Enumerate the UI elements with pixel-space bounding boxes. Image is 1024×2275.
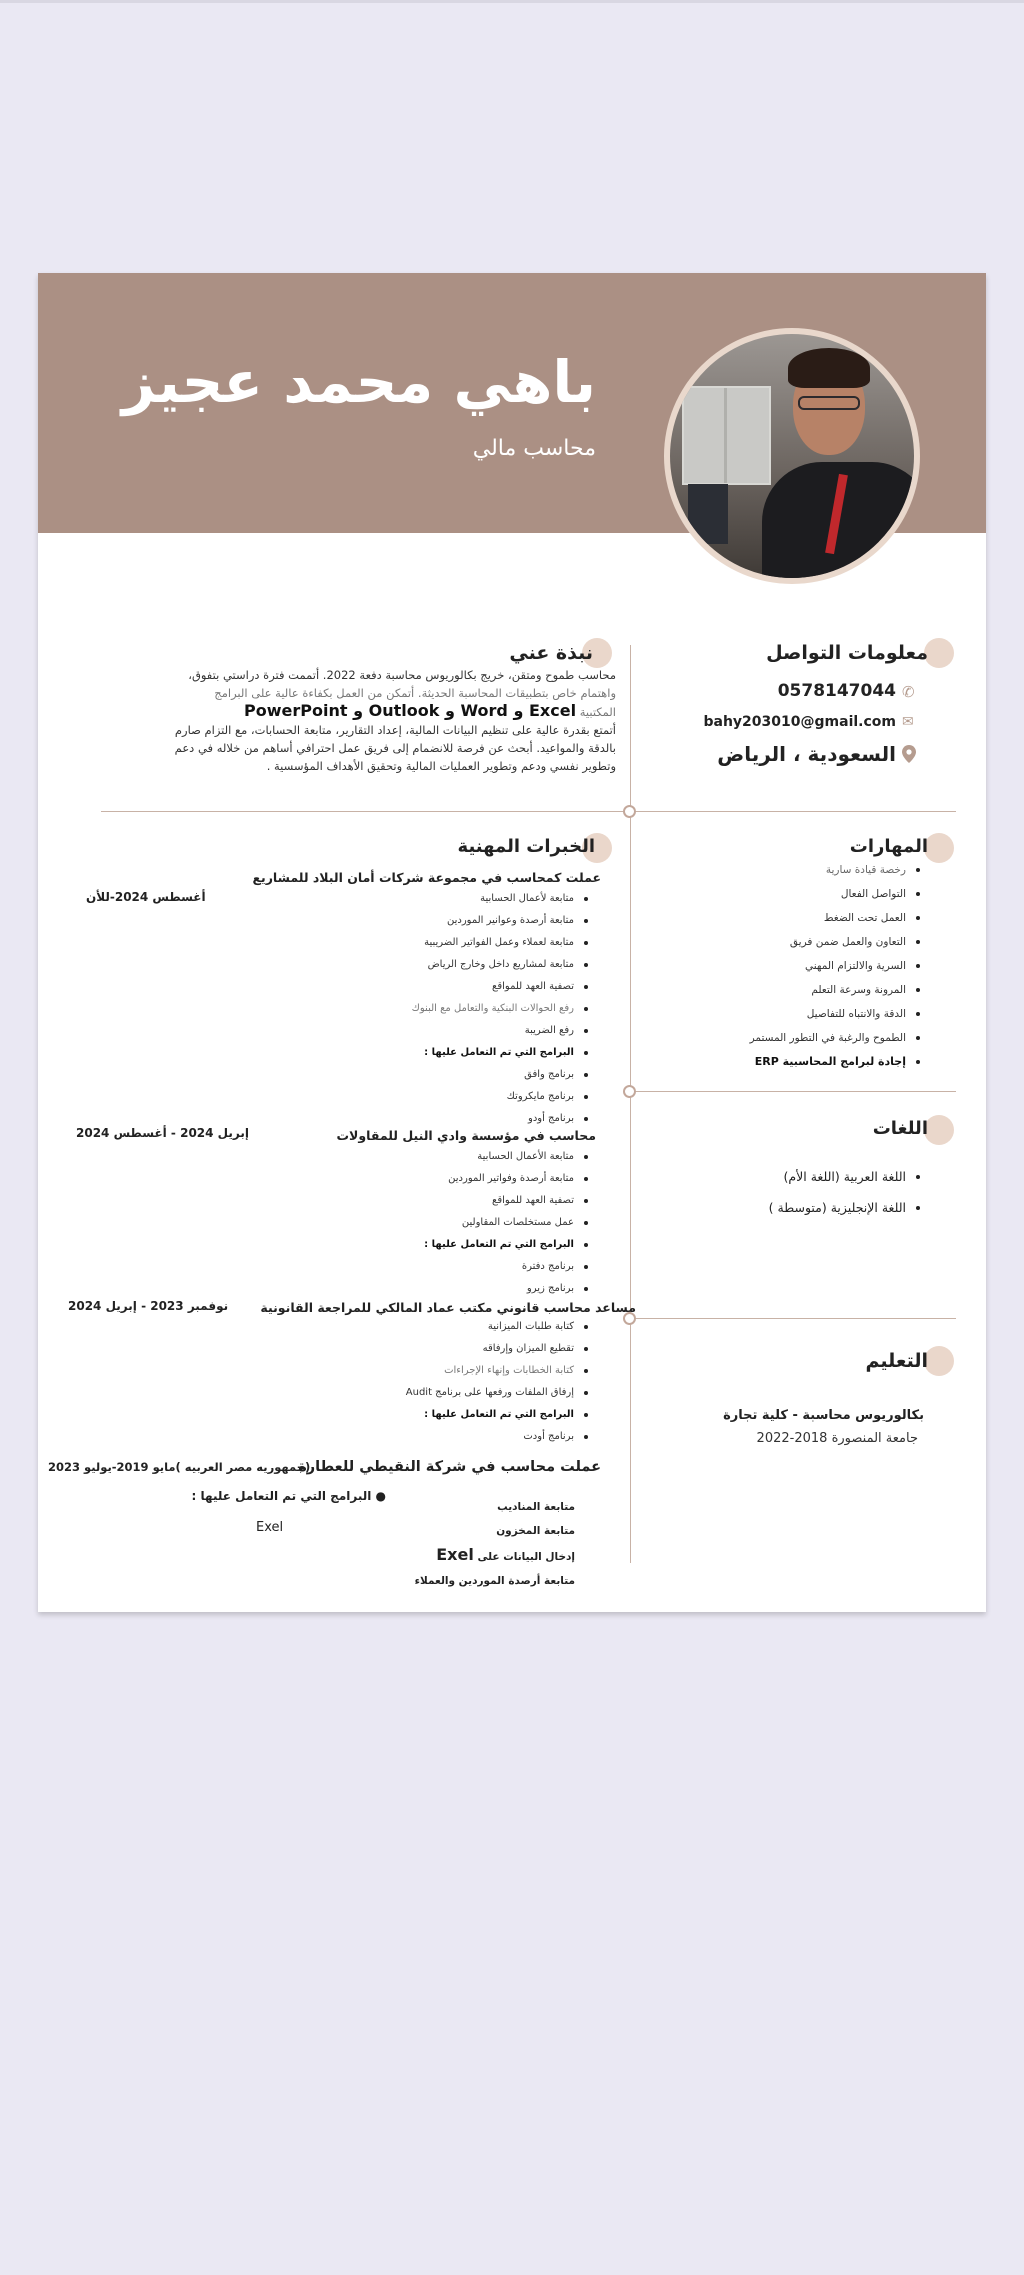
job-date-2: إبريل 2024 - أغسطس 2024 <box>76 1126 249 1140</box>
education-degree: بكالوريوس محاسبة - كلية تجارة <box>723 1408 924 1423</box>
job-title-2: محاسب في مؤسسة وادي النيل للمقاولات <box>336 1128 596 1143</box>
task-item: برنامج وافق <box>328 1064 588 1086</box>
skill-item: السرية والالتزام المهني <box>620 954 920 978</box>
section-decoration <box>924 833 954 863</box>
contact-title: معلومات التواصل <box>766 642 928 664</box>
job-tasks-4 <box>335 1495 575 1593</box>
task-item: متابعة لمشاريع داخل وخارج الرياض <box>328 954 588 976</box>
task-item: إرفاق الملفات ورفعها على برنامج Audit <box>328 1382 588 1404</box>
job-tasks-2 <box>328 1146 588 1300</box>
task-item: متابعة أرصدة وعوانير الموردين <box>328 910 588 932</box>
skill-item: التواصل الفعال <box>620 882 920 906</box>
job-date-4: (جمهوريه مصر العربيه )مايو 2019-يوليو 2023 <box>48 1460 311 1474</box>
top-edge <box>0 0 1024 3</box>
skill-item: إجادة لبرامج المحاسبية ERP <box>620 1050 920 1074</box>
job-title-1: عملت كمحاسب في مجموعة شركات أمان البلاد للمشاريع <box>252 870 601 885</box>
about-line: أتمتع بقدرة عالية على تنظيم البيانات المالية، إعداد التقارير، متابعة الحسابات، مع التزام صارم <box>174 723 616 737</box>
language-item: اللغة العربية (اللغة الأم) <box>620 1161 920 1192</box>
contact-location: السعودية ، الرياض <box>717 742 896 766</box>
skill-item: الطموح والرغبة في التطور المستمر <box>620 1026 920 1050</box>
about-line: بالدقة والمواعيد. أبحث عن فرصة للانضمام إلى فريق عمل احترافي أساهم من خلاله في دعم <box>174 741 616 755</box>
section-decoration <box>924 638 954 668</box>
job-date-3: نوفمبر 2023 - إبريل 2024 <box>68 1299 229 1313</box>
resume-page <box>38 273 986 1612</box>
task-item: متابعة أرصدة الموردين والعملاء <box>414 1575 575 1587</box>
about-line-prefix: المكتبية <box>579 705 616 719</box>
divider-dot <box>623 1085 636 1098</box>
person-name: باهي محمد عجيز <box>121 348 596 416</box>
location-pin-icon <box>902 745 916 767</box>
skill-item: الدقة والانتباه للتفاصيل <box>620 1002 920 1026</box>
task-item: متابعة لعملاء وعمل الفواتير الضريبية <box>328 932 588 954</box>
task-item: كتابة الخطابات وإنهاء الإجراءات <box>328 1360 588 1382</box>
education-university: جامعة المنصورة 2018-2022 <box>756 1431 918 1446</box>
language-item: اللغة الإنجليزية (متوسطة ) <box>620 1192 920 1223</box>
exel-word: Exel <box>436 1545 474 1564</box>
about-text <box>82 666 616 775</box>
skills-title: المهارات <box>849 836 928 857</box>
divider-line <box>101 811 956 812</box>
column-divider <box>630 645 631 1563</box>
task-item: تصفية العهد للمواقع <box>328 976 588 998</box>
skill-item: التعاون والعمل ضمن فريق <box>620 930 920 954</box>
task-item: متابعة الأعمال الحسابية <box>328 1146 588 1168</box>
task-item: كتابة طلبات الميزانية <box>328 1316 588 1338</box>
contact-email: bahy203010@gmail.com <box>703 714 896 730</box>
about-line: واهتمام خاص بتطبيقات المحاسبة الحديثة. أتمكن من العمل بكفاءة عالية على البرامج <box>214 686 616 700</box>
programs-label: ● البرامج التي تم التعامل عليها : <box>191 1489 386 1503</box>
education-title: التعليم <box>865 1350 928 1372</box>
languages-title: اللغات <box>872 1118 928 1139</box>
task-item: تقطيع الميزان وإرفاقه <box>328 1338 588 1360</box>
languages-list <box>620 1161 920 1223</box>
job-title-4: عملت محاسب في شركة النقيطي للعطارة <box>298 1459 601 1475</box>
task-item: متابعة أرصدة وفواتير الموردين <box>328 1168 588 1190</box>
task-item: متابعة لأعمال الحسابية <box>328 888 588 910</box>
experience-title: الخبرات المهنية <box>457 836 595 857</box>
section-decoration <box>924 1115 954 1145</box>
about-line <box>82 702 616 721</box>
skills-list <box>620 858 920 1074</box>
about-line: وتطوير نفسي ودعم وتطوير العمليات المالية وتحقيق الأهداف المؤسسية . <box>266 759 616 773</box>
job-title: محاسب مالي <box>472 436 596 461</box>
section-decoration <box>924 1346 954 1376</box>
task-item: البرامج التي تم التعامل عليها : <box>328 1404 588 1426</box>
phone-icon: ✆ <box>902 683 915 701</box>
programs-value: Exel <box>256 1520 284 1535</box>
skill-item: المرونة وسرعة التعلم <box>620 978 920 1002</box>
about-title: نبذة عني <box>509 642 593 664</box>
task-item: تصفية العهد للمواقع <box>328 1190 588 1212</box>
task-item: برنامج أودو <box>328 1108 588 1130</box>
skill-item: العمل تحت الضغط <box>620 906 920 930</box>
task-item: برنامج زيرو <box>328 1278 588 1300</box>
office-apps: Excel و Word و Outlook و PowerPoint <box>244 701 577 720</box>
task-item: البرامج التي تم التعامل عليها : <box>328 1042 588 1064</box>
task-item: متابعة المخزون <box>496 1525 575 1537</box>
skill-item: رخصة قيادة سارية <box>620 858 920 882</box>
divider-dot <box>623 805 636 818</box>
task-item: البرامج التي تم التعامل عليها : <box>328 1234 588 1256</box>
task-item: رفع الضريبة <box>328 1020 588 1042</box>
task-item: رفع الحوالات البنكية والتعامل مع البنوك <box>328 998 588 1020</box>
task-item: برنامج دفترة <box>328 1256 588 1278</box>
divider-line <box>631 1091 956 1092</box>
job-title-3: مساعد محاسب قانوني مكتب عماد المالكي للمراجعة القانونية <box>260 1300 636 1315</box>
contact-phone: 0578147044 <box>777 681 896 701</box>
task-item <box>335 1543 575 1569</box>
mail-icon: ✉ <box>902 714 914 730</box>
job-date-1: أغسطس 2024-للأن <box>86 890 206 904</box>
job-tasks-3 <box>328 1316 588 1448</box>
job-tasks-1 <box>328 888 588 1130</box>
task-item: برنامج أودت <box>328 1426 588 1448</box>
task-item: متابعة المناديب <box>497 1501 575 1513</box>
profile-photo <box>664 328 920 584</box>
divider-line <box>631 1318 956 1319</box>
about-line: محاسب طموح ومتقن، خريج بكالوريوس محاسبة دفعة 2022. أتممت فترة دراستي بتفوق، <box>188 668 616 682</box>
task-item: برنامج مايكروتك <box>328 1086 588 1108</box>
task-text: إدخال البيانات على <box>477 1551 575 1563</box>
task-item: عمل مستخلصات المقاولين <box>328 1212 588 1234</box>
